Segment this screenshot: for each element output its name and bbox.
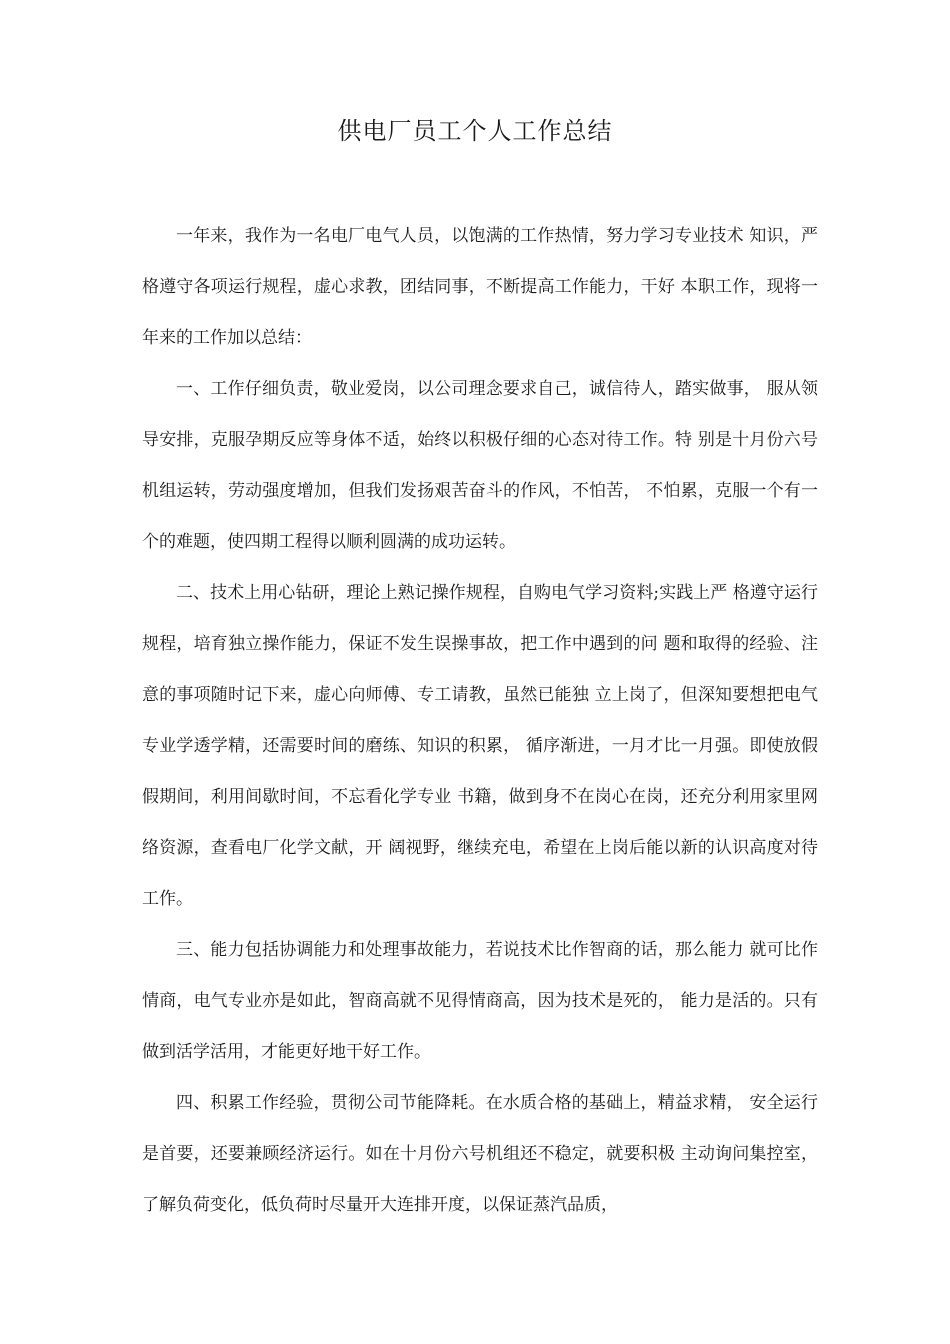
paragraph-intro: 一年来，我作为一名电厂电气人员，以饱满的工作热情，努力学习专业技术 知识，严格遵守各项运行规程，虚心求教，团结同事，不断提高工作能力，干好 本职工作，现将一年来的工作加以总结： xyxy=(142,226,818,348)
paragraph-section-2: 二、技术上用心钻研，理论上熟记操作规程，自购电气学习资料;实践上严 格遵守运行规程，培育独立操作能力，保证不发生误操事故，把工作中遇到的问 题和取得的经验、注意的事项随时记下来，虚心向师傅、专工请教，虽然已能独 立上岗了，但深知要想把电气专业学透学精，还需要时间的磨练、知识的积累， 循序渐进，一月才比一月强。即使放假假期间，利用间歇时间，不忘看化学专业 书籍，做到身不在岗心在岗，还充分利用家里网络资源，查看电厂化学文献，开 阔视野，继续充电，希望在上岗后能以新的认识高度对待工作。 xyxy=(142,583,818,909)
document-title: 供电厂员工个人工作总结 xyxy=(337,117,613,145)
document-body xyxy=(142,211,818,1231)
paragraph-section-1: 一、工作仔细负责，敬业爱岗，以公司理念要求自己，诚信待人，踏实做事， 服从领导安排，克服孕期反应等身体不适，始终以积极仔细的心态对待工作。特 别是十月份六号机组运转，劳动强度增加，但我们发扬艰苦奋斗的作风，不怕苦， 不怕累，克服一个有一个的难题，使四期工程得以顺利圆满的成功运转。 xyxy=(142,379,818,552)
paragraph-section-4: 四、积累工作经验，贯彻公司节能降耗。在水质合格的基础上，精益求精， 安全运行是首要，还要兼顾经济运行。如在十月份六号机组还不稳定，就要积极 主动询问集控室，了解负荷变化，低负荷时尽量开大连排开度，以保证蒸汽品质， xyxy=(142,1093,818,1215)
paragraph-section-3: 三、能力包括协调能力和处理事故能力，若说技术比作智商的话，那么能力 就可比作情商，电气专业亦是如此，智商高就不见得情商高，因为技术是死的， 能力是活的。只有做到活学活用，才能更好地干好工作。 xyxy=(142,940,818,1062)
